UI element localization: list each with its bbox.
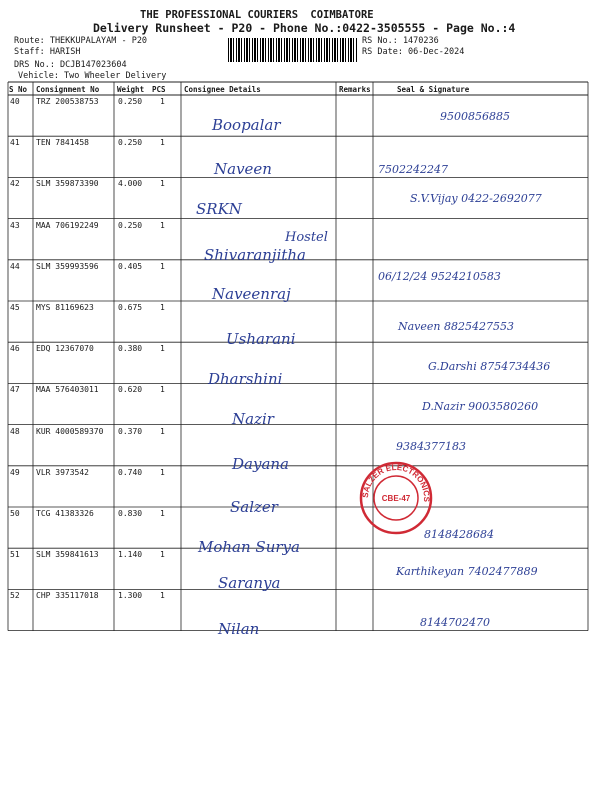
stamp-center-text: CBE-47 xyxy=(381,494,411,503)
row-consignee-handwritten: SRKN xyxy=(196,200,242,218)
row-pcs: 1 xyxy=(160,426,165,436)
row-consignment-no: TEN 7841458 xyxy=(36,138,89,148)
row-pcs: 1 xyxy=(160,138,165,148)
company-city: COIMBATORE xyxy=(310,9,374,21)
row-weight: 1.140 xyxy=(118,550,143,560)
row-consignment-no: VLR 3973542 xyxy=(36,467,89,477)
row-sno: 50 xyxy=(10,509,20,518)
row-weight: 0.740 xyxy=(118,467,143,477)
row-sno: 46 xyxy=(10,344,20,354)
row-consignee-handwritten: Naveenraj xyxy=(212,285,291,303)
row-signature: D.Nazir 9003580260 xyxy=(422,400,539,413)
row-consignment-no: MAA 576403011 xyxy=(36,385,99,395)
row-consignee-handwritten: Shivaranjitha xyxy=(204,246,307,264)
row-weight: 0.250 xyxy=(118,138,143,148)
company-name: THE PROFESSIONAL COURIERS xyxy=(140,9,299,21)
row-weight: 0.370 xyxy=(118,426,143,436)
row-pcs: 1 xyxy=(160,467,165,477)
row-weight: 0.405 xyxy=(118,261,143,271)
row-signature: Naveen 8825427553 xyxy=(398,320,514,333)
row-consignment-no: SLM 359873390 xyxy=(36,179,99,189)
row-signature: 9384377183 xyxy=(396,440,466,453)
row-pcs: 1 xyxy=(160,550,165,560)
company-seal-stamp xyxy=(358,460,434,536)
row-consignee-handwritten: Naveen xyxy=(214,160,272,178)
row-consignment-no: CHP 335117018 xyxy=(36,591,99,601)
row-consignee-handwritten: Salzer xyxy=(230,498,278,516)
stamp-ring-text: SALZER ELECTRONICS xyxy=(360,462,432,503)
row-weight: 1.300 xyxy=(118,591,143,601)
row-consignee-handwritten: Nazir xyxy=(232,410,274,428)
row-weight: 0.250 xyxy=(118,97,143,106)
row-consignee-handwritten: Usharani xyxy=(226,330,296,348)
row-pcs: 1 xyxy=(160,591,165,601)
row-sno: 44 xyxy=(10,261,20,271)
row-signature: G.Darshi 8754734436 xyxy=(428,360,551,373)
drs-info: DRS No.: DCJB147023604 xyxy=(14,60,127,70)
row-signature: 8144702470 xyxy=(420,616,490,629)
row-sno: 45 xyxy=(10,303,20,312)
column-header-seal: Seal & Signature xyxy=(397,85,470,94)
row-sno: 41 xyxy=(10,138,20,148)
row-consignment-no: SLM 359841613 xyxy=(36,550,99,560)
row-pcs: 1 xyxy=(160,344,165,354)
row-pcs: 1 xyxy=(160,179,165,189)
row-weight: 0.620 xyxy=(118,385,143,395)
row-sno: 51 xyxy=(10,550,20,560)
row-signature: 06/12/24 9524210583 xyxy=(378,270,501,283)
row-signature: 8148428684 xyxy=(424,528,494,541)
row-weight: 4.000 xyxy=(118,179,143,189)
row-signature: Karthikeyan 7402477889 xyxy=(396,565,538,578)
vehicle-info: Vehicle: Two Wheeler Delivery xyxy=(18,71,167,81)
column-header-remarks: Remarks xyxy=(339,85,371,94)
row-consignment-no: KUR 4000589370 xyxy=(36,426,104,436)
row-sno: 42 xyxy=(10,179,20,189)
row-sno: 52 xyxy=(10,591,20,601)
row-signature: 9500856885 xyxy=(440,110,510,123)
column-header-sno: S No xyxy=(9,85,28,94)
row-consignment-no: SLM 359993596 xyxy=(36,261,99,271)
row-consignee-handwritten: Dharshini xyxy=(208,370,283,388)
row-sno: 40 xyxy=(10,97,20,106)
row-signature: S.V.Vijay 0422-2692077 xyxy=(410,192,542,205)
row-consignee-handwritten: Dayana xyxy=(232,455,289,473)
row-pcs: 1 xyxy=(160,261,165,271)
hostel-note: Hostel xyxy=(285,230,328,245)
staff-info: Staff: HARISH xyxy=(14,47,81,57)
row-consignee-handwritten: Nilan xyxy=(218,620,260,638)
column-header-pcs: PCS xyxy=(152,85,166,94)
row-pcs: 1 xyxy=(160,97,165,106)
row-consignment-no: MYS 81169623 xyxy=(36,303,94,312)
row-weight: 0.675 xyxy=(118,303,143,312)
row-consignee-handwritten: Saranya xyxy=(218,574,281,592)
row-consignment-no: TCG 41383326 xyxy=(36,509,94,518)
row-pcs: 1 xyxy=(160,509,165,518)
row-sno: 49 xyxy=(10,467,20,477)
row-consignee-handwritten: Boopalar xyxy=(212,116,281,134)
rs-date: RS Date: 06-Dec-2024 xyxy=(362,47,465,57)
row-consignment-no: TRZ 200538753 xyxy=(36,97,99,106)
row-weight: 0.380 xyxy=(118,344,143,354)
route-info: Route: THEKKUPALAYAM - P20 xyxy=(14,36,148,46)
row-sno: 47 xyxy=(10,385,20,395)
rs-number: RS No.: 1470236 xyxy=(362,36,439,46)
column-header-weight: Weight xyxy=(117,85,145,94)
row-signature: 7502242247 xyxy=(378,163,448,176)
row-weight: 0.250 xyxy=(118,220,143,230)
row-consignee-handwritten: Mohan Surya xyxy=(198,538,300,556)
row-consignment-no: MAA 706192249 xyxy=(36,220,99,230)
row-consignment-no: EDQ 12367070 xyxy=(36,344,94,354)
row-weight: 0.830 xyxy=(118,509,143,518)
row-sno: 43 xyxy=(10,220,20,230)
row-pcs: 1 xyxy=(160,385,165,395)
row-sno: 48 xyxy=(10,426,20,436)
row-pcs: 1 xyxy=(160,303,165,312)
column-header-consignment: Consignment No xyxy=(36,85,100,94)
runsheet-title: Delivery Runsheet - P20 - Phone No.:0422-3505555 - Page No.:4 xyxy=(93,21,516,35)
row-pcs: 1 xyxy=(160,220,165,230)
column-header-consignee: Consignee Details xyxy=(184,85,261,94)
